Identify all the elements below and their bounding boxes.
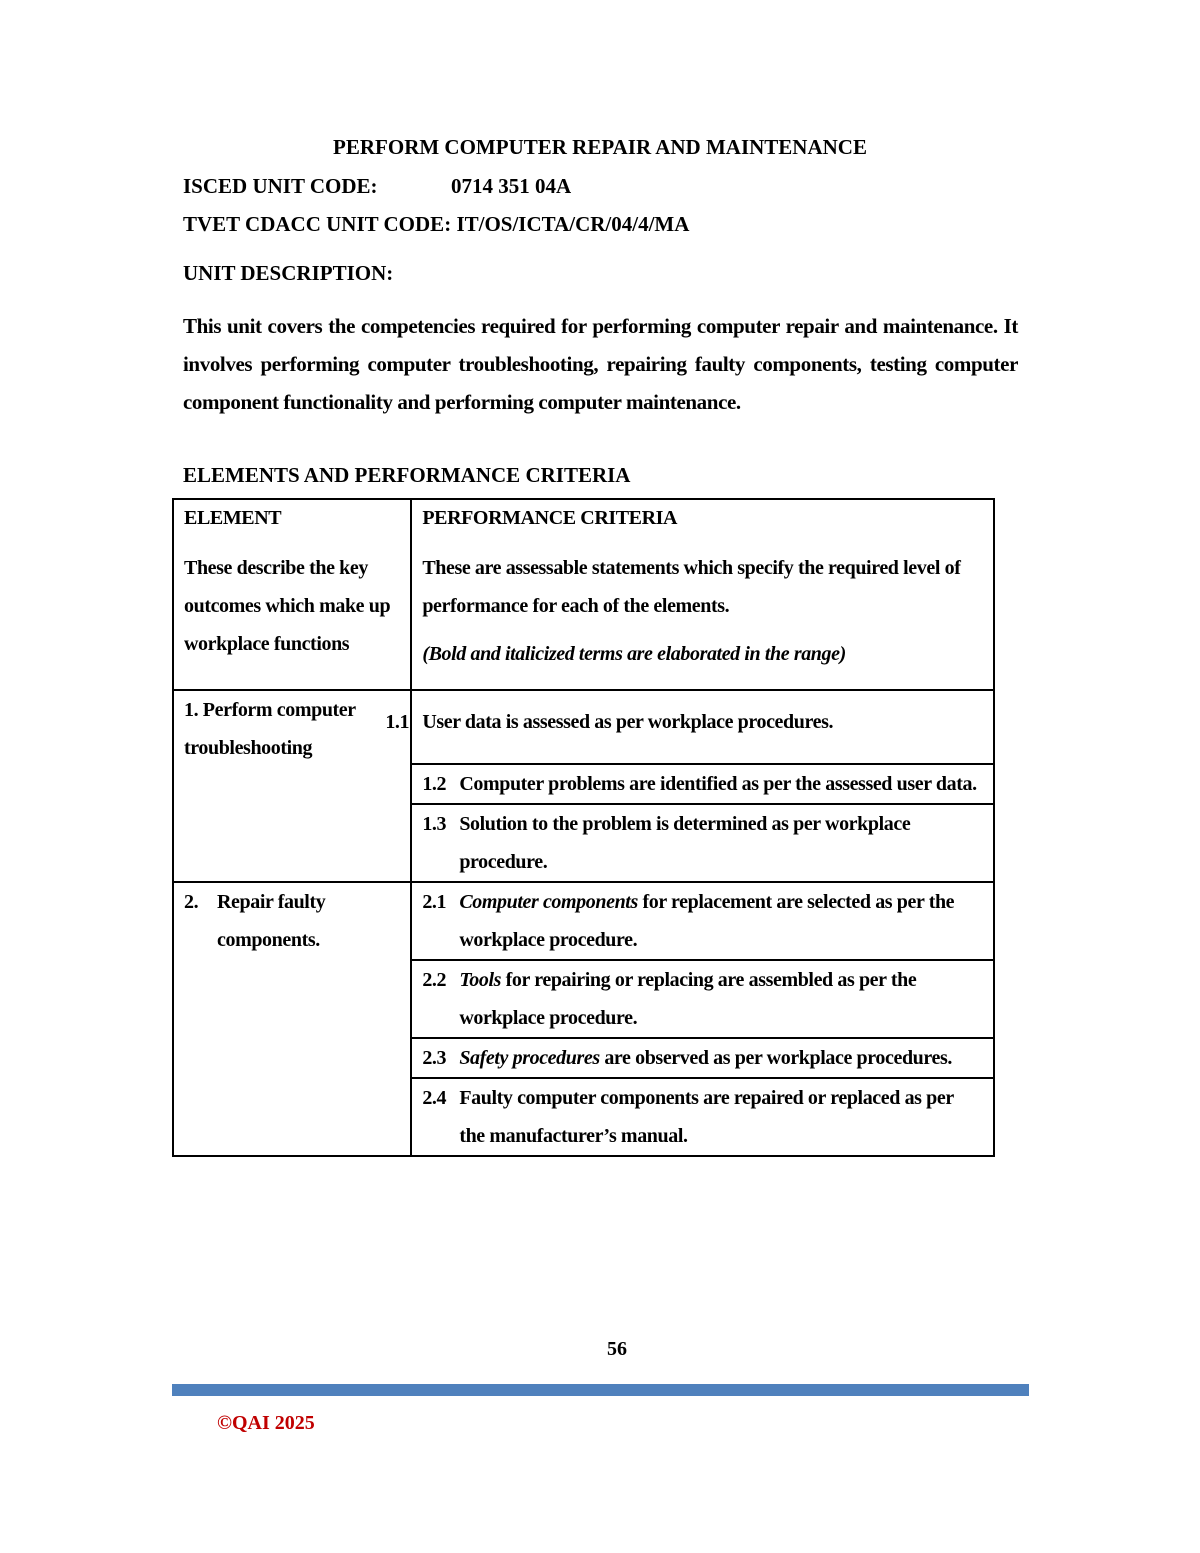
page-title: PERFORM COMPUTER REPAIR AND MAINTENANCE xyxy=(333,135,867,159)
table-header-row xyxy=(173,499,994,690)
element-label: 1. Perform computer troubleshooting xyxy=(184,699,356,759)
criteria-cell xyxy=(385,690,994,764)
criteria-number: 2.2 xyxy=(422,969,447,991)
element-header-cell xyxy=(173,499,411,690)
criteria-cell xyxy=(411,1078,994,1156)
criteria-cell xyxy=(411,804,994,882)
criteria-header-cell xyxy=(411,499,994,690)
tvet-unit-code xyxy=(183,210,689,238)
criteria-cell xyxy=(411,764,994,804)
criteria-body: User data is assessed as per workplace procedures. xyxy=(422,711,834,733)
element-header-title: ELEMENT xyxy=(184,507,282,529)
criteria-cell xyxy=(411,882,994,960)
criteria-header-desc: These are assessable statements which specify the required level of performance for each of the elements. xyxy=(422,557,961,617)
criteria-bold-term: for repairing or replacing xyxy=(501,969,714,991)
criteria-text xyxy=(422,805,983,881)
criteria-number: 2.4 xyxy=(422,1087,447,1109)
criteria-text xyxy=(385,691,983,763)
tvet-value: IT/OS/ICTA/CR/04/4/MA xyxy=(456,212,690,236)
isced-label: ISCED UNIT CODE: xyxy=(183,174,378,198)
criteria-text xyxy=(422,883,983,959)
element-label: Repair faulty xyxy=(217,891,326,913)
table-row xyxy=(173,690,994,764)
criteria-body: for replacement are selected as per the workplace procedure. xyxy=(459,891,955,951)
criteria-number: 1.1 xyxy=(385,711,410,733)
criteria-text xyxy=(422,765,983,803)
element-cell-1 xyxy=(173,690,411,882)
unit-description: This unit covers the competencies required for performing computer repair and maintenance. It involves performing computer troubleshooting, repairing faulty components, testing computer component functionality and performing computer maintenance. xyxy=(183,314,1018,414)
element-label-line2: components. xyxy=(217,929,320,951)
criteria-number: 2.1 xyxy=(422,891,447,913)
element-header-desc: These describe the key outcomes which make up workplace functions xyxy=(184,557,391,655)
criteria-body: Solution to the problem is determined as per workplace procedure. xyxy=(459,813,911,873)
footer-divider-bar xyxy=(172,1384,1029,1396)
criteria-body: Faulty computer components are repaired or replaced as per the manufacturer’s manual. xyxy=(459,1087,954,1147)
criteria-body: are assembled as per the workplace procedure. xyxy=(459,969,917,1029)
isced-unit-code xyxy=(183,172,571,200)
criteria-range-term: Computer components xyxy=(459,891,638,913)
page-number: 56 xyxy=(607,1338,627,1360)
isced-value: 0714 351 04A xyxy=(451,174,572,198)
element-number: 2. xyxy=(184,891,199,913)
table-row xyxy=(173,882,994,960)
criteria-text xyxy=(422,1039,983,1077)
tvet-label: TVET CDACC UNIT CODE: xyxy=(183,212,452,236)
criteria-number: 1.2 xyxy=(422,773,447,795)
element-cell-2 xyxy=(173,882,411,1156)
criteria-text xyxy=(422,961,983,1037)
criteria-body: are observed as per workplace procedures. xyxy=(599,1047,952,1069)
criteria-cell xyxy=(411,1038,994,1078)
criteria-number: 2.3 xyxy=(422,1047,447,1069)
unit-description-heading: UNIT DESCRIPTION: xyxy=(183,261,394,285)
criteria-number: 1.3 xyxy=(422,813,447,835)
criteria-text xyxy=(422,1079,983,1155)
criteria-cell xyxy=(411,960,994,1038)
copyright-notice: ©QAI 2025 xyxy=(217,1412,315,1434)
criteria-header-title: PERFORMANCE CRITERIA xyxy=(422,507,678,529)
criteria-range-term: Safety procedures xyxy=(459,1047,600,1069)
performance-criteria-table xyxy=(172,498,995,1157)
criteria-body: Computer problems are identified as per the assessed user data. xyxy=(459,773,977,795)
criteria-header-note: (Bold and italicized terms are elaborated in the range) xyxy=(422,643,846,665)
criteria-range-term: Tools xyxy=(459,969,502,991)
elements-heading: ELEMENTS AND PERFORMANCE CRITERIA xyxy=(183,463,631,487)
